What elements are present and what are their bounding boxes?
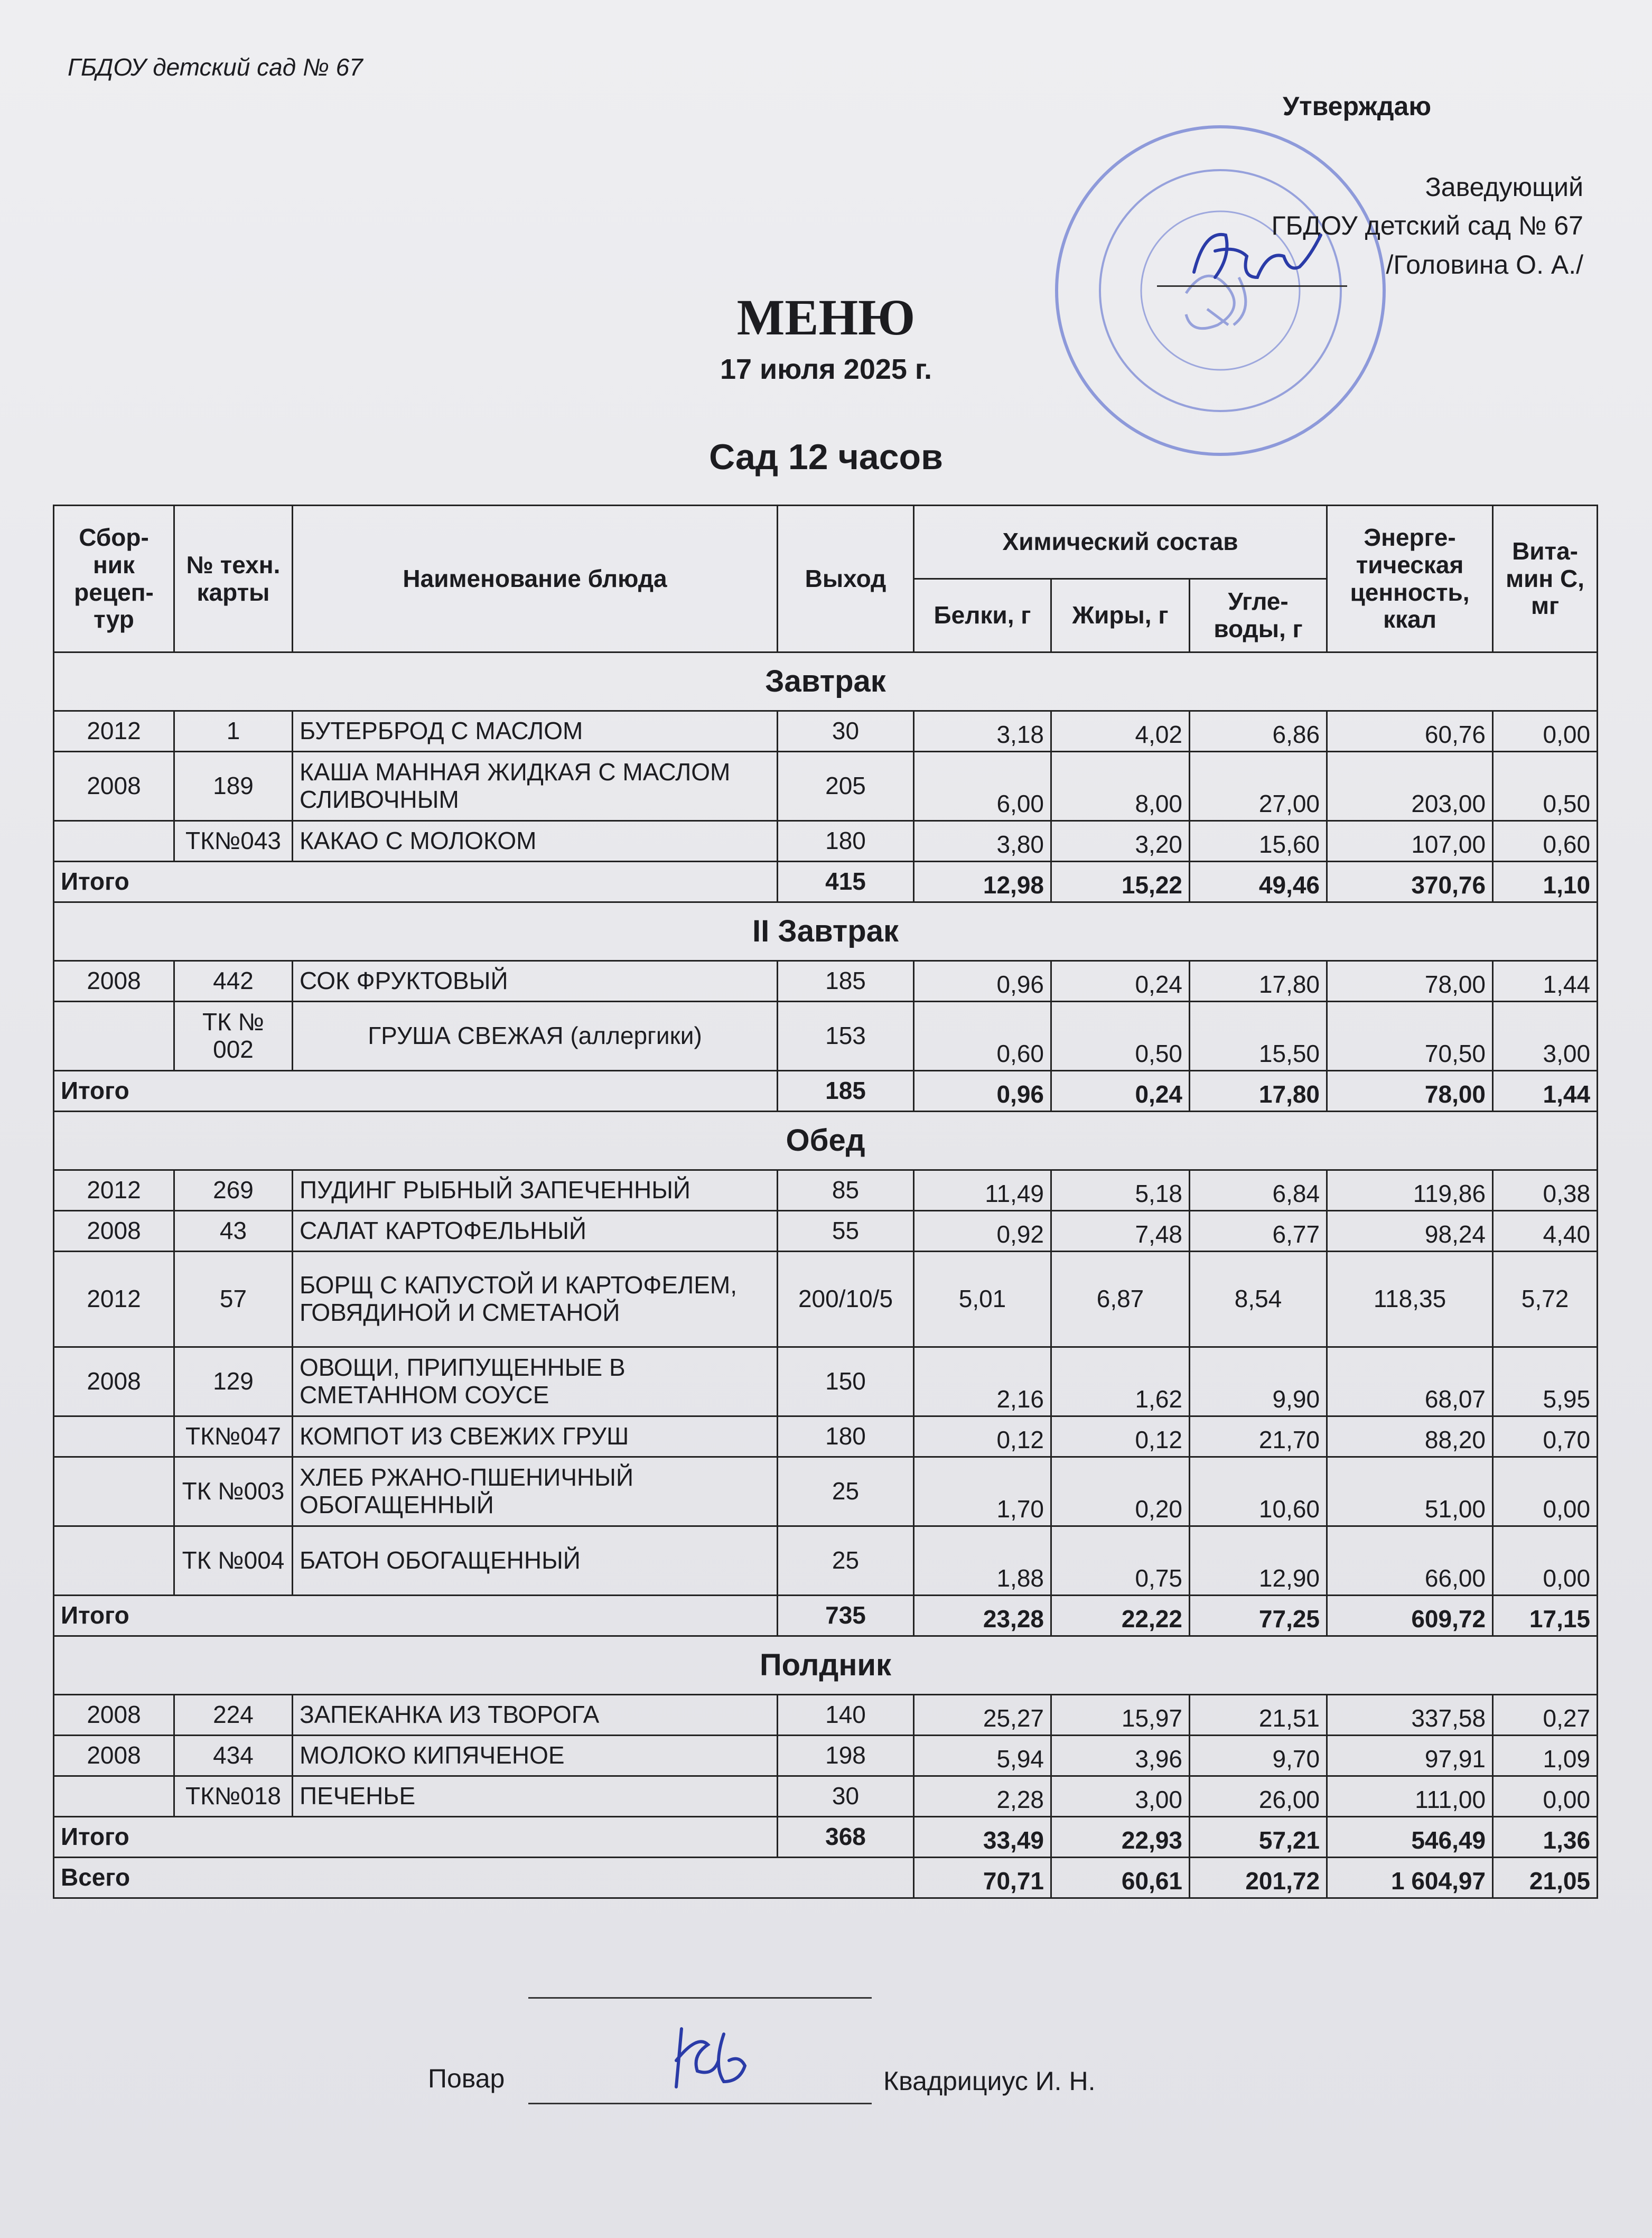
cell-vitamin: 0,60 (1493, 821, 1598, 862)
grand-total-energy: 1 604,97 (1327, 1858, 1493, 1898)
cell-fat: 0,75 (1051, 1526, 1190, 1596)
total-protein: 33,49 (914, 1817, 1051, 1858)
table-row (54, 1002, 1598, 1071)
table-row (54, 1695, 1598, 1736)
cell-energy: 337,58 (1327, 1695, 1493, 1736)
cell-card: ТК№018 (174, 1776, 293, 1817)
cell-output: 25 (778, 1457, 914, 1526)
cell-output: 30 (778, 711, 914, 752)
cell-collection: 2008 (54, 1736, 174, 1776)
cell-collection (54, 1526, 174, 1596)
cell-energy: 51,00 (1327, 1457, 1493, 1526)
cell-fat: 3,20 (1051, 821, 1190, 862)
cell-carbs: 17,80 (1190, 961, 1327, 1002)
cell-energy: 97,91 (1327, 1736, 1493, 1776)
header-chem: Химический состав (914, 506, 1327, 579)
total-vitamin: 1,36 (1493, 1817, 1598, 1858)
total-carbs: 49,46 (1190, 862, 1327, 902)
total-output: 185 (778, 1071, 914, 1112)
cell-carbs: 8,54 (1190, 1252, 1327, 1347)
cell-protein: 3,80 (914, 821, 1051, 862)
cell-fat: 15,97 (1051, 1695, 1190, 1736)
header-energy: Энерге-тическая ценность, ккал (1327, 506, 1493, 652)
cell-carbs: 21,51 (1190, 1695, 1327, 1736)
cell-output: 85 (778, 1170, 914, 1211)
cell-energy: 119,86 (1327, 1170, 1493, 1211)
cell-carbs: 9,90 (1190, 1347, 1327, 1416)
cell-collection (54, 1457, 174, 1526)
cell-card: ТК№043 (174, 821, 293, 862)
cell-collection: 2008 (54, 752, 174, 821)
cell-energy: 88,20 (1327, 1416, 1493, 1457)
cook-signature-line (528, 2103, 872, 2104)
cell-vitamin: 3,00 (1493, 1002, 1598, 1071)
cell-carbs: 6,84 (1190, 1170, 1327, 1211)
cell-fat: 8,00 (1051, 752, 1190, 821)
cell-vitamin: 1,44 (1493, 961, 1598, 1002)
cell-carbs: 26,00 (1190, 1776, 1327, 1817)
cook-name: Квадрициус И. Н. (883, 2066, 1096, 2096)
table-row (54, 821, 1598, 862)
total-row (54, 862, 1598, 902)
cell-energy: 107,00 (1327, 821, 1493, 862)
cell-card: ТК №004 (174, 1526, 293, 1596)
cell-collection: 2012 (54, 711, 174, 752)
cell-collection: 2012 (54, 1170, 174, 1211)
cell-energy: 118,35 (1327, 1252, 1493, 1347)
cell-card: 129 (174, 1347, 293, 1416)
cell-fat: 4,02 (1051, 711, 1190, 752)
cell-dish: БУТЕРБРОД С МАСЛОМ (293, 711, 778, 752)
total-carbs: 77,25 (1190, 1596, 1327, 1636)
cell-fat: 0,24 (1051, 961, 1190, 1002)
total-output: 368 (778, 1817, 914, 1858)
header-dish: Наименование блюда (293, 506, 778, 652)
header-card: № техн. карты (174, 506, 293, 652)
table-row (54, 1736, 1598, 1776)
cell-output: 55 (778, 1211, 914, 1252)
cell-dish: ПУДИНГ РЫБНЫЙ ЗАПЕЧЕННЫЙ (293, 1170, 778, 1211)
cell-protein: 2,16 (914, 1347, 1051, 1416)
total-energy: 78,00 (1327, 1071, 1493, 1112)
cell-vitamin: 0,38 (1493, 1170, 1598, 1211)
cell-vitamin: 0,00 (1493, 711, 1598, 752)
cell-energy: 111,00 (1327, 1776, 1493, 1817)
cell-protein: 1,88 (914, 1526, 1051, 1596)
cell-card: 1 (174, 711, 293, 752)
cell-card: 43 (174, 1211, 293, 1252)
cook-label: Повар (428, 2064, 505, 2093)
cell-protein: 25,27 (914, 1695, 1051, 1736)
cell-protein: 1,70 (914, 1457, 1051, 1526)
cell-vitamin: 0,00 (1493, 1457, 1598, 1526)
cell-output: 140 (778, 1695, 914, 1736)
cell-protein: 0,60 (914, 1002, 1051, 1071)
cell-output: 200/10/5 (778, 1252, 914, 1347)
total-label: Итого (54, 1596, 778, 1636)
cell-carbs: 15,60 (1190, 821, 1327, 862)
cell-fat: 6,87 (1051, 1252, 1190, 1347)
cell-vitamin: 0,70 (1493, 1416, 1598, 1457)
cell-collection (54, 1002, 174, 1071)
cell-carbs: 6,86 (1190, 711, 1327, 752)
total-protein: 12,98 (914, 862, 1051, 902)
total-row (54, 1817, 1598, 1858)
approve-name: /Головина О. А./ (1386, 250, 1583, 279)
cell-protein: 0,96 (914, 961, 1051, 1002)
cell-dish: ЗАПЕКАНКА ИЗ ТВОРОГА (293, 1695, 778, 1736)
cell-output: 180 (778, 1416, 914, 1457)
total-energy: 609,72 (1327, 1596, 1493, 1636)
cell-vitamin: 1,09 (1493, 1736, 1598, 1776)
cell-energy: 60,76 (1327, 711, 1493, 752)
total-row (54, 1071, 1598, 1112)
total-label: Итого (54, 1817, 778, 1858)
cell-vitamin: 0,00 (1493, 1776, 1598, 1817)
cell-dish: ХЛЕБ РЖАНО-ПШЕНИЧНЫЙ ОБОГАЩЕННЫЙ (293, 1457, 778, 1526)
table-row (54, 1526, 1598, 1596)
table-row (54, 1252, 1598, 1347)
header-fat: Жиры, г (1051, 579, 1190, 652)
cell-vitamin: 4,40 (1493, 1211, 1598, 1252)
grand-total-row (54, 1858, 1598, 1898)
total-energy: 370,76 (1327, 862, 1493, 902)
total-carbs: 17,80 (1190, 1071, 1327, 1112)
table-row (54, 1776, 1598, 1817)
table-row (54, 1416, 1598, 1457)
grand-total-fat: 60,61 (1051, 1858, 1190, 1898)
cook-signature (660, 2018, 787, 2092)
total-label: Итого (54, 862, 778, 902)
cell-fat: 3,00 (1051, 1776, 1190, 1817)
table-row (54, 1170, 1598, 1211)
cell-dish: КАША МАННАЯ ЖИДКАЯ С МАСЛОМ СЛИВОЧНЫМ (293, 752, 778, 821)
grand-total-carbs: 201,72 (1190, 1858, 1327, 1898)
cell-protein: 5,94 (914, 1736, 1051, 1776)
cell-protein: 2,28 (914, 1776, 1051, 1817)
cell-vitamin: 5,72 (1493, 1252, 1598, 1347)
cell-output: 185 (778, 961, 914, 1002)
cell-energy: 78,00 (1327, 961, 1493, 1002)
cell-dish: СОК ФРУКТОВЫЙ (293, 961, 778, 1002)
cell-card: ТК № 002 (174, 1002, 293, 1071)
cell-energy: 203,00 (1327, 752, 1493, 821)
section-title: II Завтрак (54, 902, 1598, 961)
total-row (54, 1596, 1598, 1636)
cell-card: 189 (174, 752, 293, 821)
total-vitamin: 1,44 (1493, 1071, 1598, 1112)
cell-vitamin: 0,27 (1493, 1695, 1598, 1736)
cell-fat: 7,48 (1051, 1211, 1190, 1252)
cell-vitamin: 5,95 (1493, 1347, 1598, 1416)
cell-collection: 2008 (54, 1347, 174, 1416)
cell-dish: КАКАО С МОЛОКОМ (293, 821, 778, 862)
table-row (54, 711, 1598, 752)
header-carbs: Угле-воды, г (1190, 579, 1327, 652)
total-vitamin: 17,15 (1493, 1596, 1598, 1636)
cell-collection: 2008 (54, 1211, 174, 1252)
cell-output: 25 (778, 1526, 914, 1596)
table-row (54, 1211, 1598, 1252)
total-fat: 22,93 (1051, 1817, 1190, 1858)
total-output: 735 (778, 1596, 914, 1636)
cell-energy: 68,07 (1327, 1347, 1493, 1416)
header-output: Выход (778, 506, 914, 652)
total-fat: 22,22 (1051, 1596, 1190, 1636)
grand-total-label: Всего (54, 1858, 914, 1898)
cell-fat: 5,18 (1051, 1170, 1190, 1211)
cell-dish: БОРЩ С КАПУСТОЙ И КАРТОФЕЛЕМ, ГОВЯДИНОЙ И СМЕТАНОЙ (293, 1252, 778, 1347)
total-fat: 15,22 (1051, 862, 1190, 902)
signature-line-top (528, 1997, 872, 1999)
cell-carbs: 27,00 (1190, 752, 1327, 821)
cell-protein: 6,00 (914, 752, 1051, 821)
section-title: Обед (54, 1112, 1598, 1170)
cell-protein: 0,12 (914, 1416, 1051, 1457)
cell-card: 434 (174, 1736, 293, 1776)
total-energy: 546,49 (1327, 1817, 1493, 1858)
group-name: Сад 12 часов (709, 437, 943, 477)
section-title: Полдник (54, 1636, 1598, 1695)
approve-position: Заведующий (1425, 172, 1583, 202)
cell-collection (54, 1776, 174, 1817)
section-title: Завтрак (54, 652, 1598, 711)
cell-dish: ОВОЩИ, ПРИПУЩЕННЫЕ В СМЕТАННОМ СОУСЕ (293, 1347, 778, 1416)
total-label: Итого (54, 1071, 778, 1112)
cell-collection (54, 821, 174, 862)
cell-carbs: 12,90 (1190, 1526, 1327, 1596)
cell-carbs: 10,60 (1190, 1457, 1327, 1526)
cell-output: 150 (778, 1347, 914, 1416)
menu-table (53, 505, 1598, 1899)
total-protein: 0,96 (914, 1071, 1051, 1112)
cell-energy: 70,50 (1327, 1002, 1493, 1071)
cell-card: 224 (174, 1695, 293, 1736)
cell-dish: КОМПОТ ИЗ СВЕЖИХ ГРУШ (293, 1416, 778, 1457)
cell-card: ТК№047 (174, 1416, 293, 1457)
cell-energy: 98,24 (1327, 1211, 1493, 1252)
cell-vitamin: 0,50 (1493, 752, 1598, 821)
total-fat: 0,24 (1051, 1071, 1190, 1112)
cell-energy: 66,00 (1327, 1526, 1493, 1596)
grand-total-vitamin: 21,05 (1493, 1858, 1598, 1898)
cell-protein: 5,01 (914, 1252, 1051, 1347)
header-protein: Белки, г (914, 579, 1051, 652)
cell-output: 30 (778, 1776, 914, 1817)
cell-collection: 2008 (54, 961, 174, 1002)
cell-output: 198 (778, 1736, 914, 1776)
menu-date: 17 июля 2025 г. (720, 353, 932, 385)
total-vitamin: 1,10 (1493, 862, 1598, 902)
cell-fat: 3,96 (1051, 1736, 1190, 1776)
cell-carbs: 21,70 (1190, 1416, 1327, 1457)
table-row (54, 961, 1598, 1002)
table-row (54, 1347, 1598, 1416)
table-row (54, 1457, 1598, 1526)
cell-vitamin: 0,00 (1493, 1526, 1598, 1596)
cell-fat: 1,62 (1051, 1347, 1190, 1416)
cell-collection: 2008 (54, 1695, 174, 1736)
cell-dish: МОЛОКО КИПЯЧЕНОЕ (293, 1736, 778, 1776)
cell-fat: 0,20 (1051, 1457, 1190, 1526)
cell-carbs: 9,70 (1190, 1736, 1327, 1776)
document-title: МЕНЮ (736, 289, 916, 346)
grand-total-protein: 70,71 (914, 1858, 1051, 1898)
header-collection: Сбор-ник рецеп-тур (54, 506, 174, 652)
approve-organization: ГБДОУ детский сад № 67 (1271, 211, 1583, 240)
cell-card: 269 (174, 1170, 293, 1211)
cell-dish: САЛАТ КАРТОФЕЛЬНЫЙ (293, 1211, 778, 1252)
approve-title: Утверждаю (1283, 91, 1432, 121)
total-carbs: 57,21 (1190, 1817, 1327, 1858)
table-row (54, 752, 1598, 821)
director-signature (1178, 214, 1337, 299)
cell-collection (54, 1416, 174, 1457)
cell-card: 442 (174, 961, 293, 1002)
cell-carbs: 15,50 (1190, 1002, 1327, 1071)
organization-name: ГБДОУ детский сад № 67 (68, 53, 363, 81)
cell-output: 205 (778, 752, 914, 821)
cell-protein: 3,18 (914, 711, 1051, 752)
cell-carbs: 6,77 (1190, 1211, 1327, 1252)
cell-dish: БАТОН ОБОГАЩЕННЫЙ (293, 1526, 778, 1596)
header-vitamin: Вита-мин С, мг (1493, 506, 1598, 652)
cell-protein: 0,92 (914, 1211, 1051, 1252)
cell-output: 180 (778, 821, 914, 862)
total-protein: 23,28 (914, 1596, 1051, 1636)
cell-fat: 0,50 (1051, 1002, 1190, 1071)
cell-collection: 2012 (54, 1252, 174, 1347)
cell-output: 153 (778, 1002, 914, 1071)
cell-dish: ГРУША СВЕЖАЯ (аллергики) (293, 1002, 778, 1071)
cell-card: 57 (174, 1252, 293, 1347)
cell-fat: 0,12 (1051, 1416, 1190, 1457)
total-output: 415 (778, 862, 914, 902)
cell-dish: ПЕЧЕНЬЕ (293, 1776, 778, 1817)
cell-card: ТК №003 (174, 1457, 293, 1526)
cell-protein: 11,49 (914, 1170, 1051, 1211)
